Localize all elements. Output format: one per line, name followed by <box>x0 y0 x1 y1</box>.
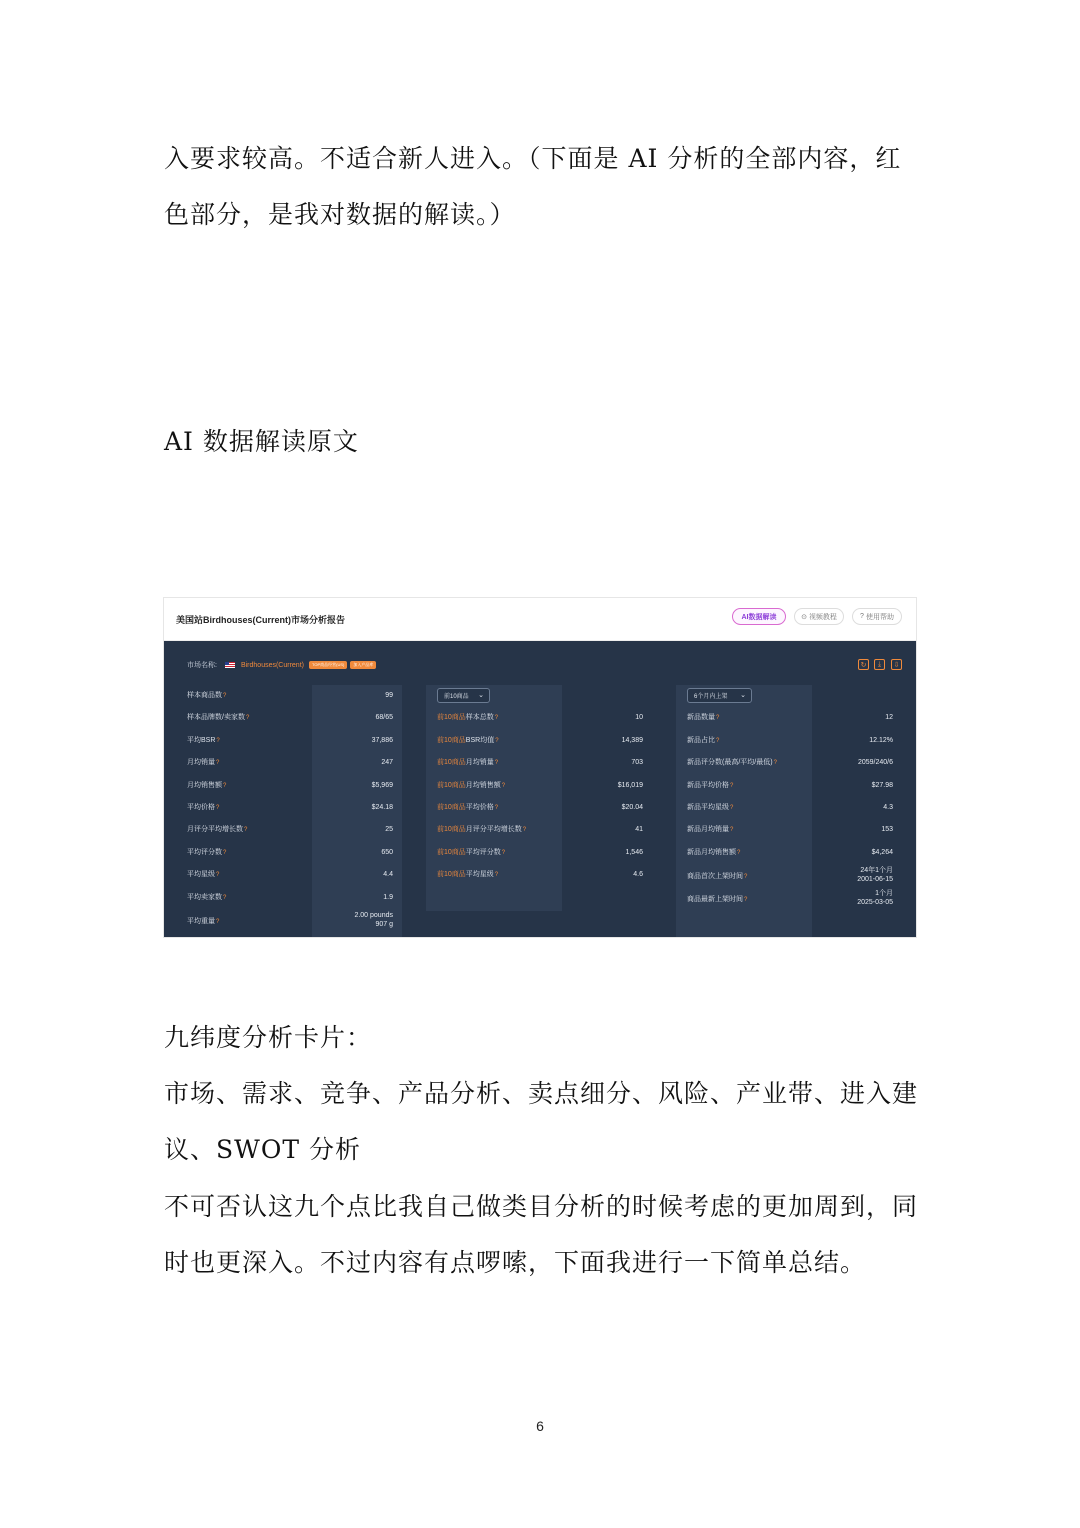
stat-value: $20.04 <box>621 804 643 811</box>
chevron-down-icon: ⌄ <box>478 692 484 699</box>
stat-label <box>437 819 526 841</box>
stat-label-text: 平均BSR <box>187 736 216 744</box>
export-icon[interactable]: ⇩ <box>891 659 902 670</box>
stat-value-line: 2025-03-05 <box>857 898 893 906</box>
stat-label-text: 平均重量 <box>187 918 215 925</box>
stat-label <box>687 775 733 797</box>
stat-value: 37,886 <box>371 736 393 744</box>
stat-row <box>437 864 643 886</box>
stat-row <box>437 707 643 729</box>
stat-value-line: 2.00 pounds <box>354 912 393 919</box>
stat-label-text: 样本品牌数/卖家数 <box>187 714 245 722</box>
help-circle-icon[interactable]: ? <box>716 715 720 722</box>
stat-label-text: 平均评分数 <box>465 848 501 856</box>
stat-row <box>187 842 393 864</box>
stat-label-text: 新品平均价格 <box>687 781 729 789</box>
stat-value: 703 <box>631 759 643 767</box>
stat-label-prefix: 前10商品 <box>437 826 466 834</box>
report-title: 美国站Birdhouses(Current)市场分析报告 <box>176 615 346 625</box>
ai-analysis-button[interactable]: AI数据解读 <box>732 608 786 625</box>
stat-label <box>687 730 719 752</box>
stat-label-text: 平均价格 <box>465 804 494 811</box>
stat-value: $5,969 <box>371 781 393 789</box>
stat-value: 41 <box>635 826 643 834</box>
stat-row <box>437 752 643 774</box>
stat-label-text: 月均销售额 <box>465 781 501 789</box>
stat-label-prefix: 前10商品 <box>437 871 466 879</box>
help-circle-icon[interactable]: ? <box>501 782 506 789</box>
stat-row <box>187 707 393 729</box>
stat-label-text: 月均销量 <box>465 759 494 767</box>
paragraph-dimensions: 市场、需求、竞争、产品分析、卖点细分、风险、产业带、进入建议、SWOT 分析 <box>164 1079 919 1164</box>
add-to-library-tag[interactable]: 加入产品库 <box>350 661 376 669</box>
stat-value: 12.12% <box>869 736 893 744</box>
market-report-screenshot <box>164 598 916 937</box>
stat-value: $16,019 <box>617 781 643 789</box>
stat-label-prefix: 前10商品 <box>437 736 466 744</box>
help-circle-icon[interactable]: ? <box>730 782 734 789</box>
video-tutorial-button[interactable] <box>794 608 844 625</box>
stat-row <box>187 797 393 819</box>
stat-row <box>437 797 643 819</box>
stat-value-line: 24年1个月 <box>860 867 893 875</box>
stat-label-text: 商品最新上架时间 <box>687 895 743 903</box>
stat-value <box>857 864 893 888</box>
stat-row <box>687 730 893 752</box>
refresh-icon[interactable]: ↻ <box>858 659 869 670</box>
stat-label-text: 月均销量 <box>187 759 215 767</box>
stat-label-text: 平均价格 <box>187 804 215 811</box>
stat-label <box>687 752 777 774</box>
help-label: 使用帮助 <box>865 613 894 621</box>
stat-row <box>187 819 393 841</box>
stat-value: 68/65 <box>375 714 393 722</box>
stat-value-line: 907 g <box>375 921 393 928</box>
stat-label <box>437 842 505 864</box>
stat-row <box>187 887 393 909</box>
stat-label-text: 平均星级 <box>465 871 494 879</box>
stat-value: 12 <box>885 714 893 722</box>
stat-row <box>187 864 393 886</box>
stat-value: 1,546 <box>625 848 643 856</box>
download-icon[interactable]: ⤓ <box>874 659 885 670</box>
help-circle-icon[interactable]: ? <box>216 805 220 811</box>
stat-row <box>437 819 643 841</box>
stat-label <box>187 797 219 819</box>
chevron-down-icon: ⌄ <box>740 692 746 699</box>
help-circle-icon[interactable]: ? <box>244 827 248 834</box>
report-body <box>164 641 916 937</box>
stat-label-text: 新品平均星级 <box>687 804 729 811</box>
stat-row <box>187 752 393 774</box>
market-label: 市场名称: <box>187 662 217 669</box>
stat-value <box>857 887 893 911</box>
help-button[interactable] <box>852 608 902 625</box>
help-circle-icon[interactable]: ? <box>744 896 748 903</box>
stat-label-text: 样本商品数 <box>187 692 222 699</box>
help-circle-icon[interactable]: ? <box>494 872 499 879</box>
stat-label-text: 新品月均销量 <box>687 826 729 834</box>
stat-value: 650 <box>381 848 393 856</box>
stat-label-prefix: 前10商品 <box>437 848 466 856</box>
help-circle-icon[interactable]: ? <box>495 737 499 744</box>
stat-label <box>437 707 498 729</box>
stat-label-text: 平均卖家数 <box>187 893 222 901</box>
market-tag[interactable]: TOP商品经营(US) <box>309 661 347 669</box>
stat-label-text: 新品月均销售额 <box>687 848 736 856</box>
stat-label-prefix: 前10商品 <box>437 804 466 811</box>
stat-label-text: 月评分平均增长数 <box>465 826 522 834</box>
stat-row <box>687 819 893 841</box>
stat-row <box>437 775 643 797</box>
stat-label-text: 月均销售额 <box>187 781 222 789</box>
help-circle-icon[interactable]: ? <box>730 827 734 834</box>
help-circle-icon[interactable]: ? <box>494 760 499 767</box>
stat-label-prefix: 前10商品 <box>437 781 466 789</box>
stat-label <box>187 909 219 935</box>
stat-row <box>687 842 893 864</box>
stat-row <box>437 730 643 752</box>
help-circle-icon[interactable]: ? <box>216 919 220 925</box>
stat-value: 247 <box>381 759 393 767</box>
paragraph-summary: 不可否认这九个点比我自己做类目分析的时候考虑的更加周到，同时也更深入。不过内容有点啰嗦，下面我进行一下简单总结。 <box>164 1192 919 1277</box>
help-circle-icon[interactable]: ? <box>223 693 227 699</box>
market-info <box>187 660 379 670</box>
help-circle-icon[interactable]: ? <box>494 805 499 811</box>
stat-label <box>187 887 226 909</box>
stat-label <box>687 707 719 729</box>
stat-row <box>437 842 643 864</box>
stat-label <box>687 842 740 864</box>
report-header <box>164 598 916 641</box>
stat-row <box>187 730 393 752</box>
stat-row <box>187 909 393 935</box>
stat-row <box>687 775 893 797</box>
stat-label-text: 新品评分数(最高/平均/最低) <box>687 759 773 767</box>
stat-label <box>437 775 505 797</box>
stat-row <box>687 752 893 774</box>
listing-period-select-value: 6个月内上架 <box>694 694 728 700</box>
stat-value-line: 1个月 <box>875 889 893 897</box>
help-circle-icon[interactable]: ? <box>216 872 220 879</box>
stat-label <box>187 707 249 729</box>
stat-label <box>687 887 747 913</box>
help-circle-icon[interactable]: ? <box>223 894 227 901</box>
help-circle-icon[interactable]: ? <box>522 827 527 834</box>
video-tutorial-label: 视频教程 <box>808 613 837 621</box>
help-circle-icon[interactable]: ? <box>730 805 734 811</box>
stat-label <box>187 775 226 797</box>
stat-label <box>437 864 498 886</box>
stat-value: 4.3 <box>883 804 893 811</box>
stat-label <box>187 842 226 864</box>
play-icon: ⊙ <box>801 613 807 621</box>
stat-value: 99 <box>385 692 393 699</box>
stat-label <box>437 752 498 774</box>
stat-label-prefix: 前10商品 <box>437 714 466 722</box>
stat-label <box>187 819 247 841</box>
stat-value: $4,264 <box>871 848 893 856</box>
page-number: 6 <box>536 1418 544 1434</box>
stat-label <box>187 685 226 707</box>
stat-value: $27.98 <box>871 781 893 789</box>
question-icon: ? <box>860 613 864 620</box>
help-circle-icon[interactable]: ? <box>737 849 741 856</box>
stat-value: 10 <box>635 714 643 722</box>
stat-label <box>187 864 219 886</box>
stat-value-line: 2001-06-15 <box>857 876 893 884</box>
stat-row <box>687 797 893 819</box>
stat-value: 25 <box>385 826 393 834</box>
stat-label <box>437 797 498 819</box>
top-products-select[interactable] <box>437 688 490 703</box>
stat-label-text: BSR均值 <box>465 736 495 744</box>
stat-label-text: 平均评分数 <box>187 848 222 856</box>
stat-label-text: 新品数量 <box>687 714 715 722</box>
top-products-select-value: 前10商品 <box>444 694 469 700</box>
stat-value: 14,389 <box>621 736 643 744</box>
stat-value: 153 <box>881 826 893 834</box>
stat-label <box>687 819 733 841</box>
stat-label <box>687 797 733 819</box>
listing-period-select[interactable] <box>687 688 752 703</box>
help-circle-icon[interactable]: ? <box>501 849 506 856</box>
stat-label-text: 新品占比 <box>687 736 715 744</box>
us-flag-icon <box>225 662 235 668</box>
stat-value: 2059/240/6 <box>857 759 893 767</box>
section-heading: AI 数据解读原文 <box>164 427 359 456</box>
stat-label-text: 平均星级 <box>187 871 215 879</box>
paragraph-cards-title: 九纬度分析卡片： <box>164 1023 373 1052</box>
help-circle-icon[interactable]: ? <box>744 874 748 881</box>
help-circle-icon[interactable]: ? <box>223 782 227 789</box>
help-circle-icon[interactable]: ? <box>223 849 227 856</box>
help-circle-icon[interactable]: ? <box>494 715 499 722</box>
help-circle-icon[interactable]: ? <box>216 737 220 744</box>
paragraph-intro: 入要求较高。不适合新人进入。（下面是 AI 分析的全部内容，红色部分，是我对数据的解读。） <box>164 144 902 229</box>
stat-value <box>354 909 393 933</box>
help-circle-icon[interactable]: ? <box>216 760 220 767</box>
stat-value: 1.9 <box>383 893 393 901</box>
stat-label-text: 商品首次上架时间 <box>687 873 743 881</box>
stat-label-prefix: 前10商品 <box>437 759 466 767</box>
help-circle-icon[interactable]: ? <box>716 737 720 744</box>
market-name: Birdhouses(Current) <box>240 661 304 669</box>
stat-label <box>187 752 219 774</box>
stat-value: 4.4 <box>383 871 393 879</box>
stat-row <box>687 707 893 729</box>
help-circle-icon[interactable]: ? <box>773 760 777 767</box>
stat-label <box>187 730 220 752</box>
help-circle-icon[interactable]: ? <box>245 715 250 722</box>
stat-row <box>187 685 393 707</box>
stat-label <box>437 730 499 752</box>
stat-label-text: 样本总数 <box>465 714 494 722</box>
stat-row <box>187 775 393 797</box>
stat-label-text: 月评分平均增长数 <box>187 826 243 834</box>
stat-value: $24.18 <box>371 804 393 811</box>
stat-value: 4.6 <box>633 871 643 879</box>
stat-row <box>687 887 893 913</box>
